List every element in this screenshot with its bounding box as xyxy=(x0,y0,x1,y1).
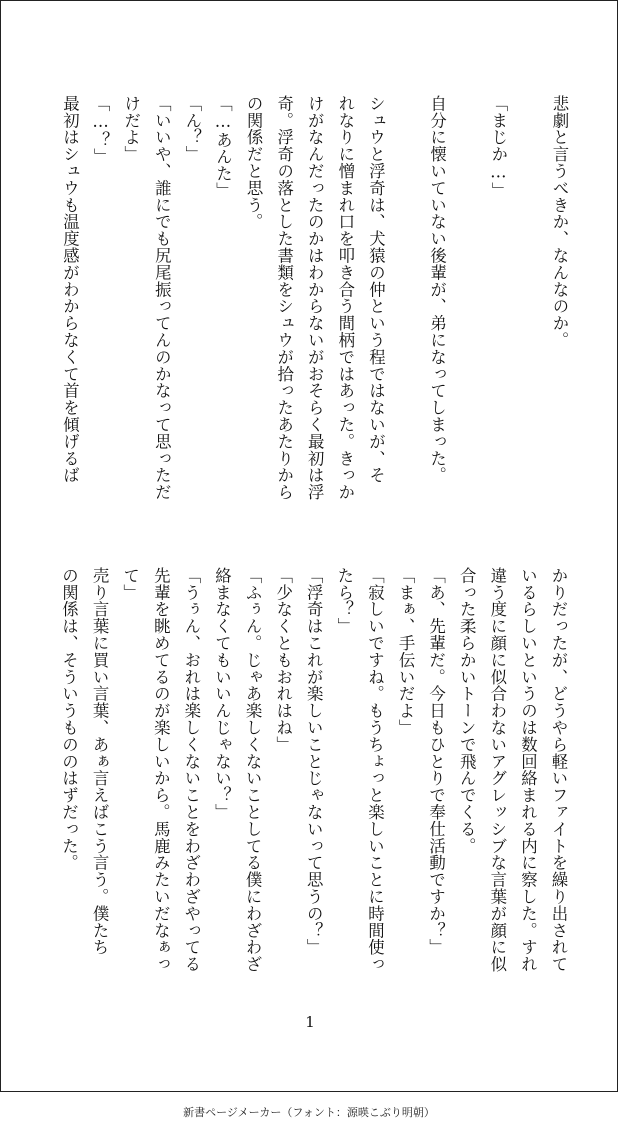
text-line: の関係だと思う。 xyxy=(244,95,264,231)
text-line xyxy=(452,95,483,525)
text-line: 絡まなくてもいいんじゃない？」 xyxy=(212,567,232,821)
text-line: 先輩を眺めてるのが楽しいから。馬鹿みたいだなぁっ xyxy=(151,567,171,973)
top-text-block xyxy=(60,95,574,525)
text-line: 売り言葉に買い言葉、あぁ言えばこう言う。僕たち xyxy=(90,567,110,956)
text-line: 「…あんた」 xyxy=(213,95,233,199)
text-line: 「…？」 xyxy=(91,95,111,166)
text-line: 「寂しいですね。もうちょっと楽しいことに時間使っ xyxy=(365,567,385,973)
text-line: 違う度に顔に似合わないアグレッシブな言葉が顔に似 xyxy=(487,567,507,973)
text-line: 「少なくともおれはね」 xyxy=(273,567,293,753)
text-line: れなりに憎まれ口を叩き合う間柄ではあった。きっか xyxy=(335,95,355,501)
text-line: 合った柔らかいトーンで飛んでくる。 xyxy=(457,567,477,855)
text-line: 「まじか…」 xyxy=(488,95,508,199)
text-line: 自分に懐いていない後輩が、弟になってしまった。 xyxy=(427,95,447,484)
text-line: いるらしいというのは数回絡まれる内に察した。すれ xyxy=(518,567,538,973)
text-line: 「ふぅん。じゃあ楽しくないことしてる僕にわざわざ xyxy=(243,567,263,973)
text-line: かりだったが、どうやら軽いファイトを繰り出されて xyxy=(549,567,568,973)
text-line: て」 xyxy=(120,567,140,601)
text-line: 「まぁ、手伝いだよ」 xyxy=(396,567,416,736)
text-line xyxy=(390,95,421,525)
text-line: 「浮奇はこれが楽しいことじゃないって思うの？」 xyxy=(304,567,324,956)
page-number: 1 xyxy=(305,1013,315,1031)
text-line: の関係は、そういうもののはずだった。 xyxy=(59,567,79,872)
text-line: 「うぅん、おれは楽しくないことをわざわざやってる xyxy=(181,567,201,973)
text-line: 最初はシュウも温度感がわからなくて首を傾げるば xyxy=(60,95,80,484)
text-line xyxy=(513,95,544,525)
text-line: たら？」 xyxy=(334,567,354,635)
bottom-text-block xyxy=(59,567,573,997)
footer-caption: 新書ページメーカー（フォント：源暎こぶり明朝） xyxy=(183,1106,435,1119)
text-line: 「あ、先輩だ。今日もひとりで奉仕活動ですか？」 xyxy=(426,567,446,956)
text-line: 悲劇と言うべきか、なんなのか。 xyxy=(550,95,569,349)
text-line: 奇。浮奇の落とした書類をシュウが拾ったあたりから xyxy=(274,95,294,501)
text-line: けがなんだったのかはわからないがおそらく最初は浮 xyxy=(305,95,325,501)
text-line: 「いいや、誰にでも尻尾振ってんのかなって思っただ xyxy=(152,95,172,501)
text-line: けだよ」 xyxy=(121,95,141,163)
text-line: シュウと浮奇は、犬猿の仲という程ではないが、そ xyxy=(366,95,386,484)
text-line: 「ん？」 xyxy=(182,95,202,163)
